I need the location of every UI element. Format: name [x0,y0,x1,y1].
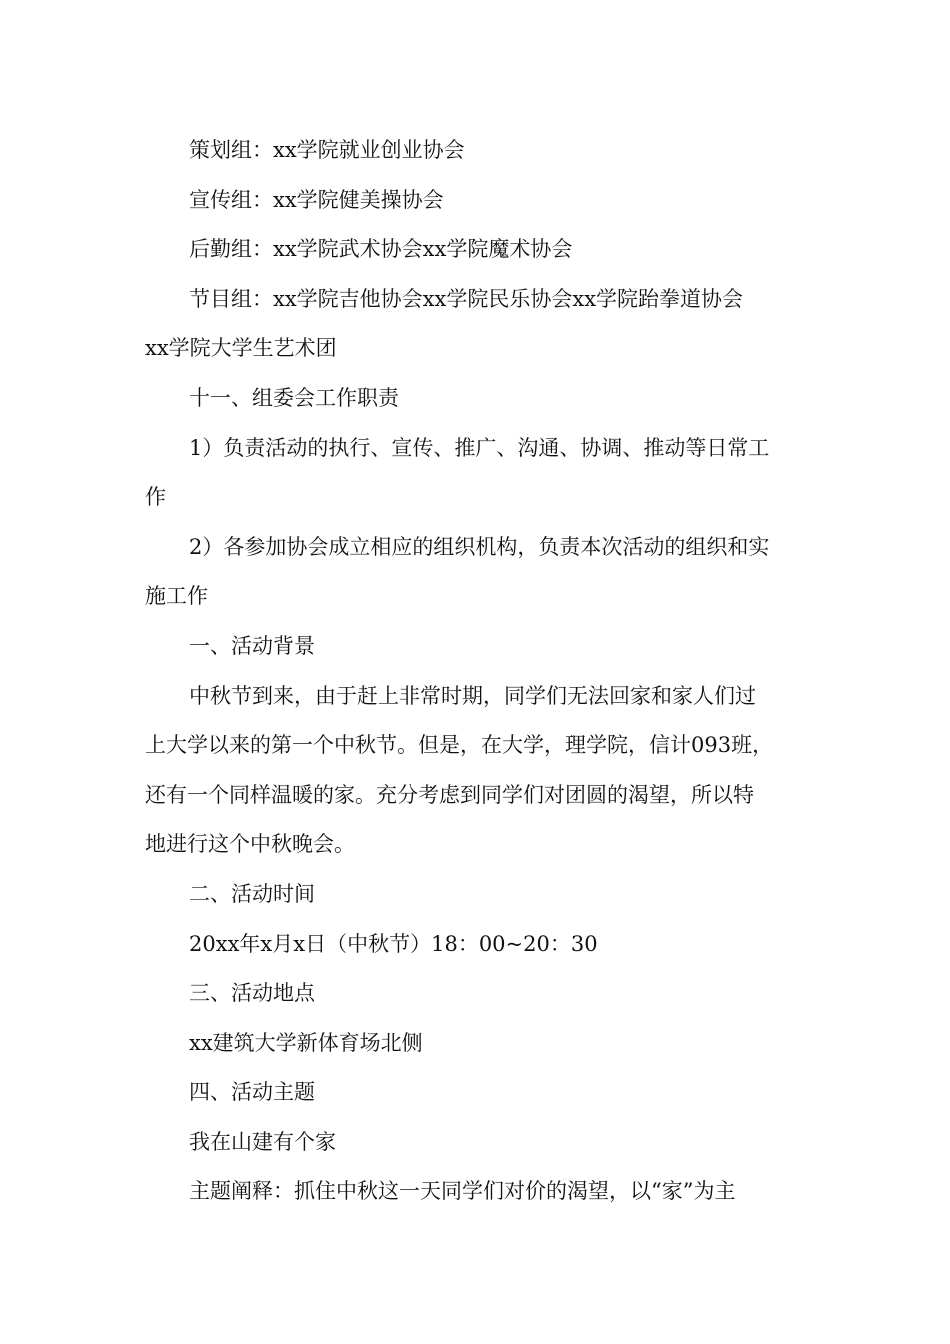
document-body [145,126,817,1217]
text-line: 十一、组委会工作职责 [189,385,399,410]
text-line: 地进行这个中秋晚会。 [145,832,355,857]
text-line: 宣传组：xx学院健美操协会 [189,187,444,212]
text-line: 中秋节到来，由于赶上非常时期，同学们无法回家和家人们过 [189,683,756,708]
text-line: 主题阐释：抓住中秋这一天同学们对价的渴望，以“家”为主 [189,1179,736,1204]
section-heading-theme [145,1068,817,1118]
section-heading-location [145,969,817,1019]
text-line: 一、活动背景 [189,633,315,658]
text-line: 1）负责活动的执行、宣传、推广、沟通、协调、推动等日常工 [189,435,770,460]
paragraph-theme [145,1118,817,1168]
text-line: 节目组：xx学院吉他协会xx学院民乐协会xx学院跆拳道协会 [189,286,744,311]
text-line: 四、活动主题 [189,1080,315,1105]
section-heading-background [145,622,817,672]
text-line: 作 [145,485,166,510]
text-line: 施工作 [145,584,208,609]
text-line: 二、活动时间 [189,881,315,906]
text-line: 上大学以来的第一个中秋节。但是，在大学，理学院，信计093班， [145,733,774,758]
section-heading-time [145,870,817,920]
text-line: 三、活动地点 [189,981,315,1006]
paragraph-time [145,920,817,970]
text-line: 后勤组：xx学院武术协会xx学院魔术协会 [189,237,573,262]
text-line: 20xx年x月x日（中秋节）18：00~20：30 [189,931,598,956]
text-line: xx建筑大学新体育场北侧 [189,1030,423,1055]
paragraph-background [145,672,817,870]
text-line: 2）各参加协会成立相应的组织机构，负责本次活动的组织和实 [189,534,770,559]
text-line: 我在山建有个家 [189,1129,336,1154]
text-line: 还有一个同样温暖的家。充分考虑到同学们对团圆的渴望，所以特 [145,782,754,807]
paragraph-planning-group [145,126,817,176]
paragraph-logistics-group [145,225,817,275]
paragraph-location [145,1019,817,1069]
text-line: 策划组：xx学院就业创业协会 [189,138,465,162]
text-line: xx学院大学生艺术团 [145,336,337,361]
section-heading-committee-duties [145,374,817,424]
paragraph-publicity-group [145,176,817,226]
paragraph-duty-1 [145,424,817,523]
paragraph-program-group [145,275,817,374]
paragraph-theme-explanation [145,1167,817,1217]
paragraph-duty-2 [145,523,817,622]
